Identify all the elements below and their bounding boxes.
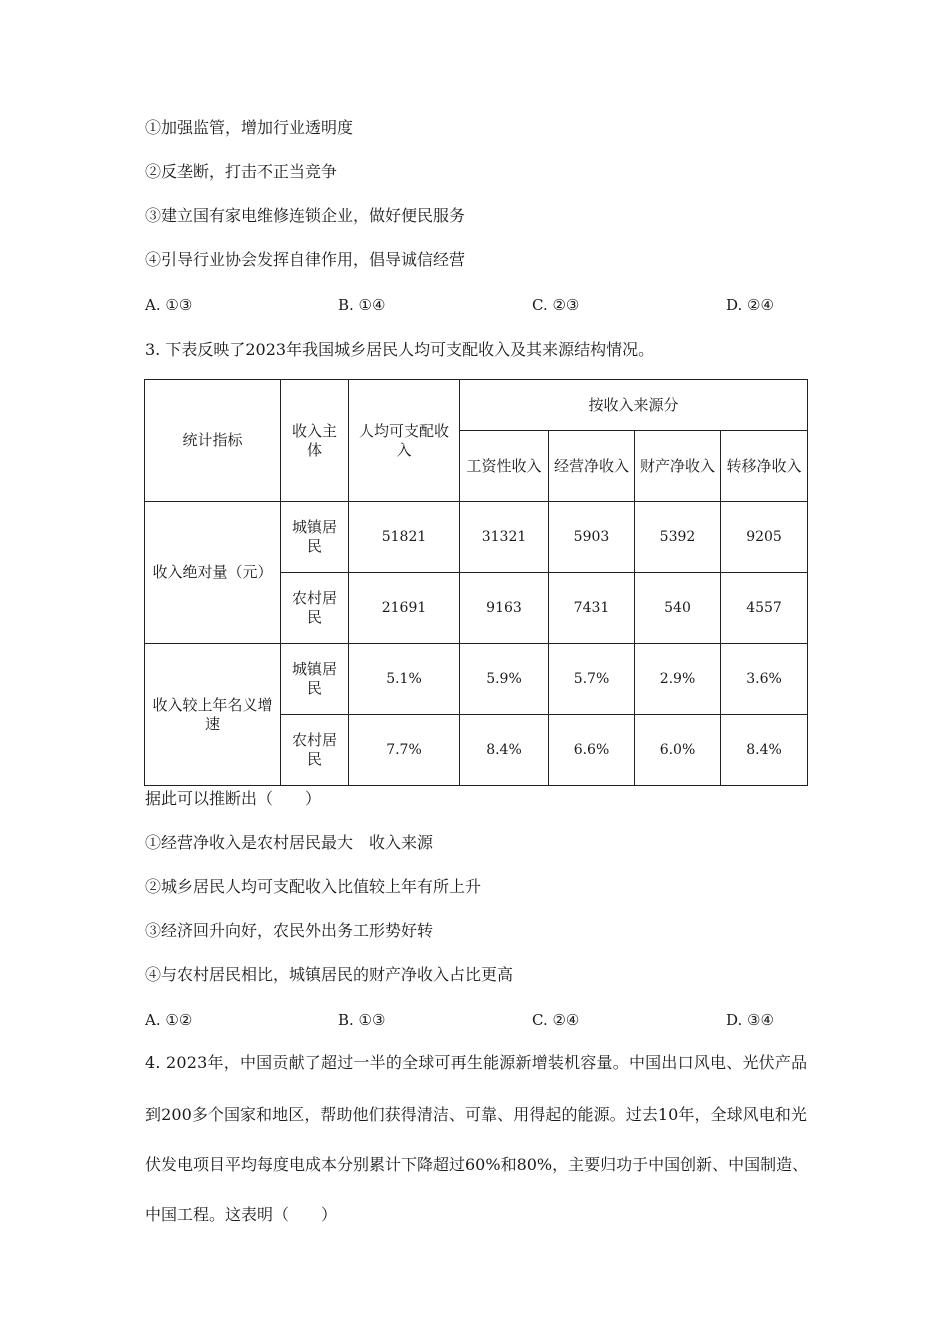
q2-item-4: ④引导行业协会发挥自律作用，倡导诚信经营	[145, 250, 466, 269]
subject-urban: 城镇居民	[281, 644, 349, 715]
cell-gr-rural-property: 6.0%	[635, 715, 721, 786]
q2-option-a[interactable]: A. ①③	[145, 296, 193, 314]
header-transfer: 转移净收入	[721, 431, 808, 502]
header-by-source: 按收入来源分	[460, 380, 808, 431]
q2-option-d[interactable]: D. ②④	[726, 296, 774, 314]
cell-abs-urban-total: 51821	[349, 502, 460, 573]
q3-option-d[interactable]: D. ③④	[726, 1011, 774, 1029]
cell-abs-rural-wage: 9163	[460, 573, 549, 644]
cell-gr-urban-wage: 5.9%	[460, 644, 549, 715]
cell-gr-urban-property: 2.9%	[635, 644, 721, 715]
header-per-capita: 人均可支配收入	[349, 380, 460, 502]
q2-option-b[interactable]: B. ①④	[338, 296, 386, 314]
cell-gr-rural-transfer: 8.4%	[721, 715, 808, 786]
header-wage: 工资性收入	[460, 431, 549, 502]
cell-abs-rural-business: 7431	[549, 573, 635, 644]
q4-line-1: 4. 2023年，中国贡献了超过一半的全球可再生能源新增装机容量。中国出口风电、光伏产品	[145, 1053, 808, 1072]
cell-gr-urban-total: 5.1%	[349, 644, 460, 715]
cell-abs-rural-transfer: 4557	[721, 573, 808, 644]
q4-line-4: 中国工程。这表明（ ）	[145, 1205, 338, 1224]
q2-item-3: ③建立国有家电维修连锁企业，做好便民服务	[145, 206, 466, 225]
q3-options	[145, 1010, 807, 1030]
table-row	[145, 502, 808, 573]
cell-abs-urban-wage: 31321	[460, 502, 549, 573]
cell-gr-rural-business: 6.6%	[549, 715, 635, 786]
cell-abs-rural-property: 540	[635, 573, 721, 644]
cell-abs-urban-property: 5392	[635, 502, 721, 573]
q2-item-1: ①加强监管，增加行业透明度	[145, 118, 354, 137]
q3-item-3: ③经济回升向好，农民外出务工形势好转	[145, 921, 434, 940]
cell-abs-urban-business: 5903	[549, 502, 635, 573]
q2-item-2: ②反垄断，打击不正当竞争	[145, 162, 338, 181]
q4-line-3: 伏发电项目平均每度电成本分别累计下降超过60%和80%，主要归功于中国创新、中国制造、	[145, 1155, 809, 1174]
q3-item-4: ④与农村居民相比，城镇居民的财产净收入占比更高	[145, 965, 514, 984]
cell-gr-urban-transfer: 3.6%	[721, 644, 808, 715]
q2-option-c[interactable]: C. ②③	[532, 296, 580, 314]
header-property: 财产净收入	[635, 431, 721, 502]
q3-option-b[interactable]: B. ①③	[338, 1011, 386, 1029]
q3-option-c[interactable]: C. ②④	[532, 1011, 580, 1029]
header-subject: 收入主体	[281, 380, 349, 502]
table-row	[145, 644, 808, 715]
q3-option-a[interactable]: A. ①②	[145, 1011, 193, 1029]
q4-line-2: 到200多个国家和地区，帮助他们获得清洁、可靠、用得起的能源。过去10年，全球风电和光	[145, 1105, 807, 1124]
header-indicator: 统计指标	[145, 380, 281, 502]
income-table	[144, 379, 808, 786]
subject-rural: 农村居民	[281, 573, 349, 644]
q3-item-2: ②城乡居民人均可支配收入比值较上年有所上升	[145, 877, 482, 896]
q3-infer: 据此可以推断出（ ）	[145, 789, 322, 808]
q3-stem: 3. 下表反映了2023年我国城乡居民人均可支配收入及其来源结构情况。	[145, 340, 655, 359]
q3-item-1: ①经营净收入是农村居民最大 收入来源	[145, 833, 434, 852]
cell-abs-urban-transfer: 9205	[721, 502, 808, 573]
q2-options	[145, 295, 807, 315]
subject-urban: 城镇居民	[281, 502, 349, 573]
group-growth: 收入较上年名义增速	[145, 644, 281, 786]
cell-gr-rural-wage: 8.4%	[460, 715, 549, 786]
cell-abs-rural-total: 21691	[349, 573, 460, 644]
subject-rural: 农村居民	[281, 715, 349, 786]
cell-gr-rural-total: 7.7%	[349, 715, 460, 786]
cell-gr-urban-business: 5.7%	[549, 644, 635, 715]
group-absolute: 收入绝对量（元）	[145, 502, 281, 644]
header-business: 经营净收入	[549, 431, 635, 502]
